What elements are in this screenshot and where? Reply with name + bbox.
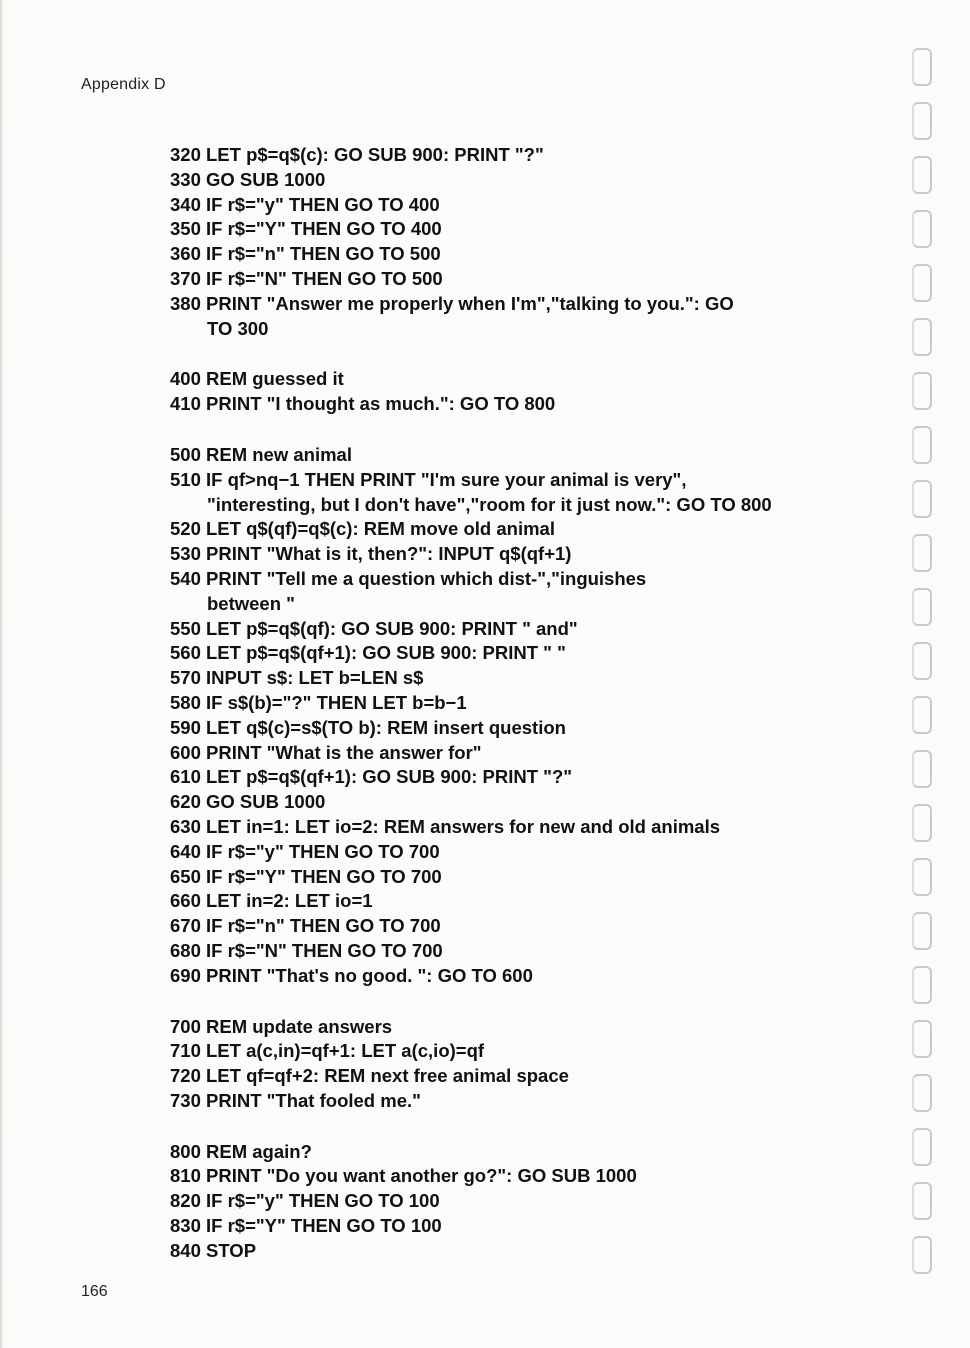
code-line: 720 LET qf=qf+2: REM next free animal space: [170, 1065, 569, 1087]
code-line: 360 IF r$="n" THEN GO TO 500: [170, 243, 441, 265]
code-line: 500 REM new animal: [170, 443, 352, 465]
binding-ring: [912, 912, 932, 950]
code-block-4: [170, 1015, 860, 1114]
code-line: 350 IF r$="Y" THEN GO TO 400: [170, 218, 442, 240]
code-line: 400 REM guessed it: [170, 368, 344, 390]
binding-ring: [912, 264, 932, 302]
binding-ring: [912, 750, 932, 788]
binding-ring: [912, 210, 932, 248]
code-line: 680 IF r$="N" THEN GO TO 700: [170, 939, 443, 961]
page-edge: [0, 0, 3, 1348]
code-block-3: [170, 443, 860, 989]
code-line: 520 LET q$(qf)=q$(c): REM move old animal: [170, 518, 555, 540]
page-header: Appendix D: [81, 76, 166, 93]
binding-ring: [912, 804, 932, 842]
code-line-continuation: TO 300: [207, 317, 269, 339]
block-gap: [170, 989, 860, 1015]
code-line: 570 INPUT s$: LET b=LEN s$: [170, 667, 424, 689]
code-line: 380 PRINT "Answer me properly when I'm","talking to you.": GO: [170, 292, 734, 314]
binding-ring: [912, 534, 932, 572]
code-line: 660 LET in=2: LET io=1: [170, 890, 373, 912]
code-line-continuation: "interesting, but I don't have","room for it just now.": GO TO 800: [207, 493, 772, 515]
code-line: 670 IF r$="n" THEN GO TO 700: [170, 915, 441, 937]
code-line: 690 PRINT "That's no good. ": GO TO 600: [170, 964, 533, 986]
code-line: 730 PRINT "That fooled me.": [170, 1089, 421, 1111]
binding-ring: [912, 858, 932, 896]
binding-ring: [912, 1236, 932, 1274]
binding-ring: [912, 102, 932, 140]
binding-ring: [912, 48, 932, 86]
code-line: 640 IF r$="y" THEN GO TO 700: [170, 840, 440, 862]
binding-ring: [912, 156, 932, 194]
basic-program-listing: [170, 143, 860, 1264]
code-block-2: [170, 367, 860, 417]
binding-ring: [912, 426, 932, 464]
code-line: 320 LET p$=q$(c): GO SUB 900: PRINT "?": [170, 144, 544, 165]
code-line: 560 LET p$=q$(qf+1): GO SUB 900: PRINT " ": [170, 642, 566, 664]
code-line: 710 LET a(c,in)=qf+1: LET a(c,io)=qf: [170, 1040, 485, 1062]
code-line: 620 GO SUB 1000: [170, 791, 326, 813]
binding-ring: [912, 696, 932, 734]
code-line: 370 IF r$="N" THEN GO TO 500: [170, 267, 443, 289]
code-line: 830 IF r$="Y" THEN GO TO 100: [170, 1215, 442, 1237]
spiral-binding: [906, 40, 946, 1330]
code-line-continuation: between ": [207, 592, 295, 614]
page-number: 166: [81, 1283, 108, 1300]
code-line: 550 LET p$=q$(qf): GO SUB 900: PRINT " and": [170, 617, 578, 639]
code-line: 540 PRINT "Tell me a question which dist-","inguishes: [170, 567, 647, 589]
binding-ring: [912, 1074, 932, 1112]
code-line: 590 LET q$(c)=s$(TO b): REM insert question: [170, 716, 566, 738]
block-gap: [170, 1114, 860, 1140]
binding-ring: [912, 588, 932, 626]
code-line: 510 IF qf>nq−1 THEN PRINT "I'm sure your animal is very",: [170, 468, 687, 490]
code-line: 820 IF r$="y" THEN GO TO 100: [170, 1190, 440, 1212]
binding-ring: [912, 318, 932, 356]
code-line: 650 IF r$="Y" THEN GO TO 700: [170, 865, 442, 887]
code-line: 580 IF s$(b)="?" THEN LET b=b−1: [170, 691, 467, 713]
binding-ring: [912, 1182, 932, 1220]
binding-ring: [912, 372, 932, 410]
code-line: 810 PRINT "Do you want another go?": GO SUB 1000: [170, 1165, 637, 1187]
block-gap: [170, 417, 860, 443]
code-line: 330 GO SUB 1000: [170, 168, 326, 190]
binding-ring: [912, 966, 932, 1004]
code-line: 630 LET in=1: LET io=2: REM answers for new and old animals: [170, 815, 720, 837]
code-line: 340 IF r$="y" THEN GO TO 400: [170, 193, 440, 215]
binding-ring: [912, 480, 932, 518]
code-line: 700 REM update answers: [170, 1015, 393, 1037]
code-line: 410 PRINT "I thought as much.": GO TO 800: [170, 393, 556, 415]
code-block-5: [170, 1140, 860, 1264]
code-line: 610 LET p$=q$(qf+1): GO SUB 900: PRINT "?": [170, 766, 573, 788]
binding-ring: [912, 1020, 932, 1058]
code-line: 840 STOP: [170, 1239, 257, 1261]
block-gap: [170, 341, 860, 367]
code-block-1: [170, 143, 860, 341]
binding-ring: [912, 1128, 932, 1166]
code-line: 600 PRINT "What is the answer for": [170, 741, 482, 763]
code-line: 800 REM again?: [170, 1140, 312, 1162]
binding-ring: [912, 642, 932, 680]
code-line: 530 PRINT "What is it, then?": INPUT q$(qf+1): [170, 543, 572, 565]
